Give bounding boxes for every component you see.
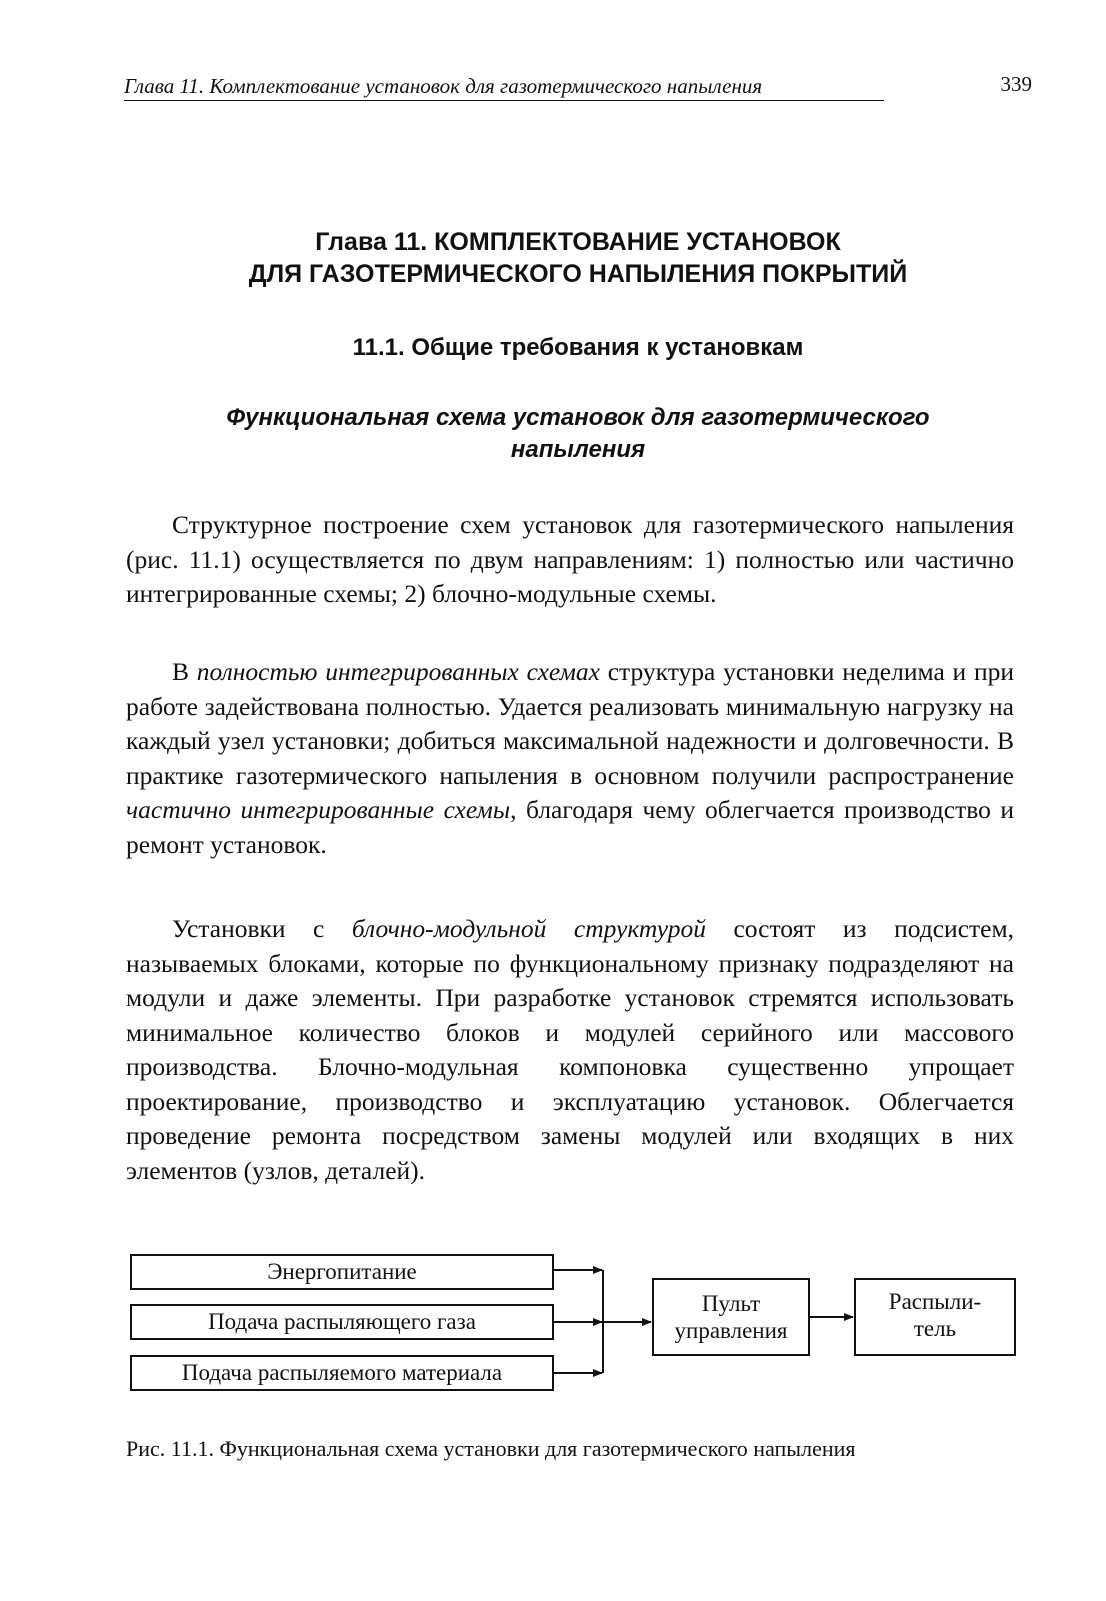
block-spray-gas-supply: Подача распыляющего газа [130,1304,554,1340]
paragraph-2-text-1: В [172,657,197,686]
section-title: 11.1. Общие требования к установкам [352,334,804,361]
chapter-title-line-1: Глава 11. КОМПЛЕКТОВАНИЕ УСТАНОВОК [315,228,841,256]
control-panel-line-1: Пульт [701,1291,761,1316]
block-control-panel [652,1278,810,1356]
paragraph-2-emphasis-2: частично интегрированные схемы [126,795,511,824]
control-panel-line-2: управления [674,1318,788,1343]
paragraph-1: Структурное построение схем установок для газотермического напыления (рис. 11.1) осуществляется по двум направлениям: 1) полностью или частично интегрированные схемы; 2) блочно-модульные схемы. [126,510,1014,608]
paragraph-3-text-2: состоят из подсистем, называемых блоками, которые по функциональному признаку подразделяют на модули и даже элементы. При разработке установок стремятся использовать минимальное количество блоков и модулей серийного или массового производства. Блочно-модульная компоновка существенно упрощает проектирование, производство и эксплуатацию установок. Облегчается проведение ремонта посредством замены модулей или входящих в них элементов (узлов, деталей). [126,914,1014,1185]
subsection-title-line-1: Функциональная схема установок для газотермического [226,404,930,431]
paragraph-2-text-2: структура установки неделима и при работе задействована полностью. Удается реализовать минимальную нагрузку на каждый узел установки; добиться максимальной надежности и долговечности. В практике газотермического напыления в основном получили распространение [126,657,1014,790]
sprayer-line-2: тель [913,1316,957,1341]
block-spray-material-supply: Подача распыляемого материала [130,1355,554,1391]
block-energy-supply: Энергопитание [130,1254,554,1290]
chapter-title-line-2: ДЛЯ ГАЗОТЕРМИЧЕСКОГО НАПЫЛЕНИЯ ПОКРЫТИЙ [248,260,908,288]
sprayer-line-1: Распыли- [888,1289,982,1314]
paragraph-2-emphasis-1: полностью интегрированных схемах [196,657,600,686]
paragraph-2-text-3: , благодаря чему облегчается производство и ремонт установок. [126,795,1014,859]
running-head-title: Глава 11. Комплектование установок для газотермического напыления [124,74,763,98]
paragraph-3-text-1: Установки с [172,914,352,943]
paragraph-3-emphasis-1: блочно-модульной структурой [351,914,706,943]
page-number: 339 [1000,72,1032,96]
figure-caption: Рис. 11.1. Функциональная схема установки для газотермического напыления [126,1436,856,1461]
subsection-title-line-2: напыления [510,436,646,463]
block-sprayer [854,1278,1016,1356]
